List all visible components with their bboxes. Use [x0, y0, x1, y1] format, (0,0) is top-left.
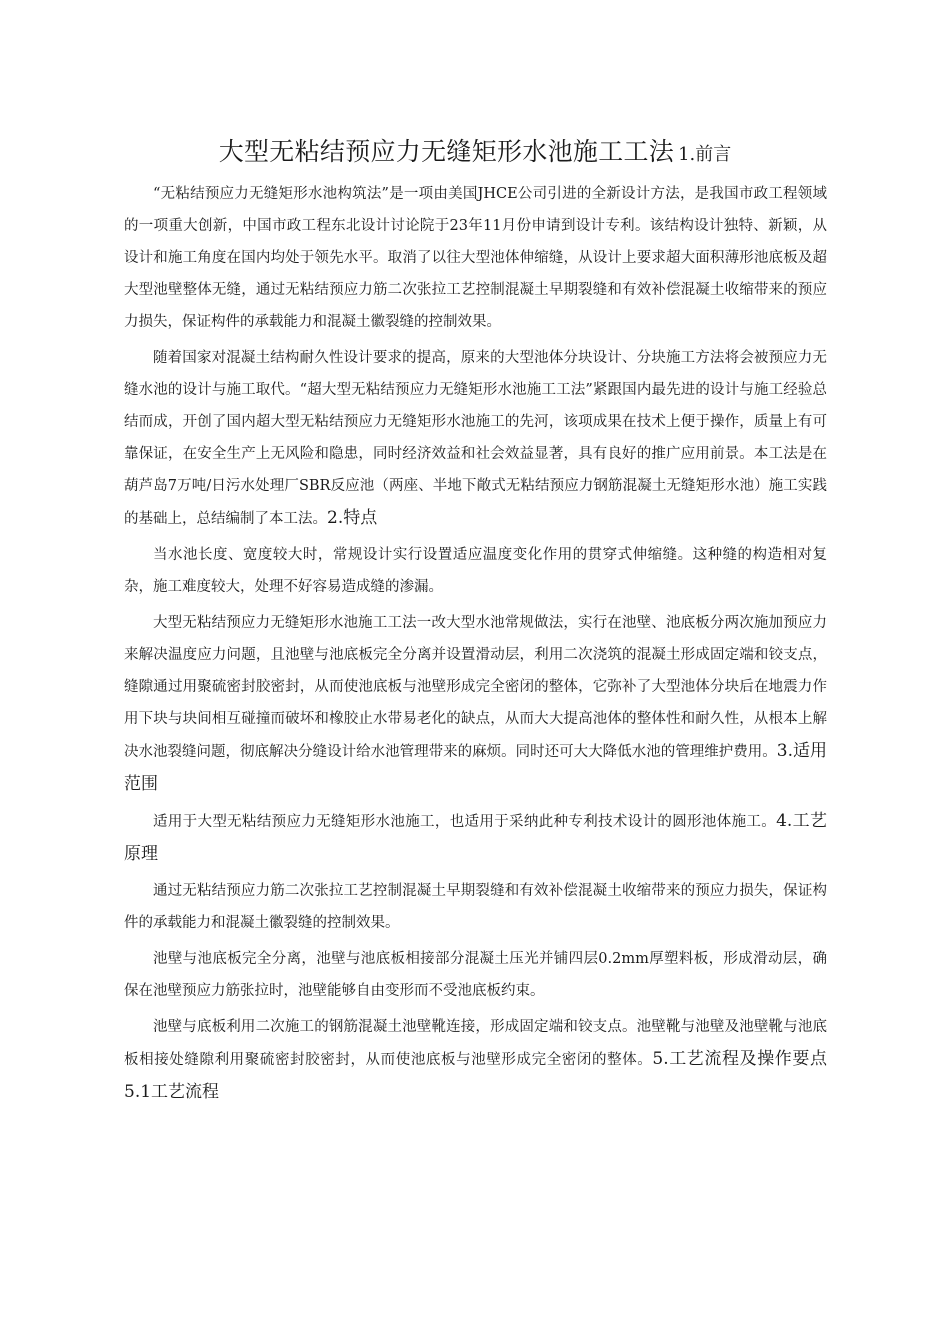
section-5-heading: 5.工艺流程及操作要点	[652, 1049, 827, 1069]
paragraph-6	[124, 875, 827, 939]
paragraph-1-text: “无粘结预应力无缝矩形水池构筑法”是一项由美国JHCE公司引进的全新设计方法，是我国市政工程领域的一项重大创新，中国市政工程东北设计讨论院于23年11月份申请到设计专利。该结构设计独特、新颖，从设计和施工角度在国内均处于领先水平。取消了以往大型池体伸缩缝，从设计上要求超大面积薄形池底板及超大型池壁整体无缝，通过无粘结预应力筋二次张拉工艺控制混凝土早期裂缝和有效补偿混凝土收缩带来的预应力损失，保证构件的承载能力和混凝土徽裂缝的控制效果。	[124, 186, 827, 330]
paragraph-2	[124, 342, 827, 535]
document-body	[124, 178, 827, 1113]
paragraph-8	[124, 1011, 827, 1109]
paragraph-4-text: 大型无粘结预应力无缝矩形水池施工工法一改大型水池常规做法，实行在池壁、池底板分两次施加预应力来解决温度应力问题，且池壁与池底板完全分离并设置滑动层，利用二次浇筑的混凝土形成固定端和铰支点，缝隙通过用聚硫密封胶密封，从而使池底板与池壁形成完全密闭的整体，它弥补了大型池体分块后在地震力作用下块与块间相互碰撞而破坏和橡胶止水带易老化的缺点，从而大大提高池体的整体性和耐久性，从根本上解决水池裂缝问题，彻底解决分缝设计给水池管理带来的麻烦。同时还可大大降低水池的管理维护费用。	[124, 615, 827, 760]
section-4-heading: 4.工艺原理	[124, 811, 827, 864]
paragraph-4	[124, 607, 827, 801]
paragraph-3-text: 当水池长度、宽度较大时，常规设计实行设置适应温度变化作用的贯穿式伸缩缝。这种缝的构造相对复杂，施工难度较大，处理不好容易造成缝的渗漏。	[124, 547, 827, 595]
document-title-line	[118, 132, 832, 168]
paragraph-3	[124, 539, 827, 603]
paragraph-5	[124, 805, 827, 871]
paragraph-6-text: 通过无粘结预应力筋二次张拉工艺控制混凝土早期裂缝和有效补偿混凝土收缩带来的预应力损失，保证构件的承载能力和混凝土徽裂缝的控制效果。	[124, 883, 827, 931]
paragraph-7	[124, 943, 827, 1007]
section-2-heading: 2.特点	[327, 508, 378, 528]
paragraph-8-text: 池壁与底板利用二次施工的钢筋混凝土池壁靴连接，形成固定端和铰支点。池壁靴与池壁及池壁靴与池底板相接处缝隙利用聚硫密封胶密封，从而使池底板与池壁形成完全密闭的整体。	[124, 1019, 827, 1068]
document-title: 大型无粘结预应力无缝矩形水池施工工法	[218, 137, 675, 166]
section-3-heading: 3.适用范围	[124, 741, 827, 794]
paragraph-5-text: 适用于大型无粘结预应力无缝矩形水池施工，也适用于采纳此种专利技术设计的圆形池体施工。	[153, 814, 777, 830]
section-5-1-heading: 5.1工艺流程	[124, 1082, 220, 1102]
section-1-heading: 1.前言	[678, 144, 732, 165]
paragraph-1	[124, 178, 827, 338]
paragraph-7-text: 池壁与池底板完全分离，池壁与池底板相接部分混凝土压光并铺四层0.2mm厚塑料板，形成滑动层，确保在池壁预应力筋张拉时，池壁能够自由变形而不受池底板约束。	[124, 951, 827, 999]
paragraph-2-text: 随着国家对混凝土结构耐久性设计要求的提高，原来的大型池体分块设计、分块施工方法将会被预应力无缝水池的设计与施工取代。“超大型无粘结预应力无缝矩形水池施工工法”紧跟国内最先进的设计与施工经验总结而成，开创了国内超大型无粘结预应力无缝矩形水池施工的先河，该项成果在技术上便于操作，质量上有可靠保证，在安全生产上无风险和隐患，同时经济效益和社会效益显著，具有良好的推广应用前景。本工法是在葫芦岛7万吨/日污水处理厂SBR反应池（两座、半地下敞式无粘结预应力钢筋混凝土无缝矩形水池）施工实践的基础上，总结编制了本工法。	[124, 350, 827, 527]
